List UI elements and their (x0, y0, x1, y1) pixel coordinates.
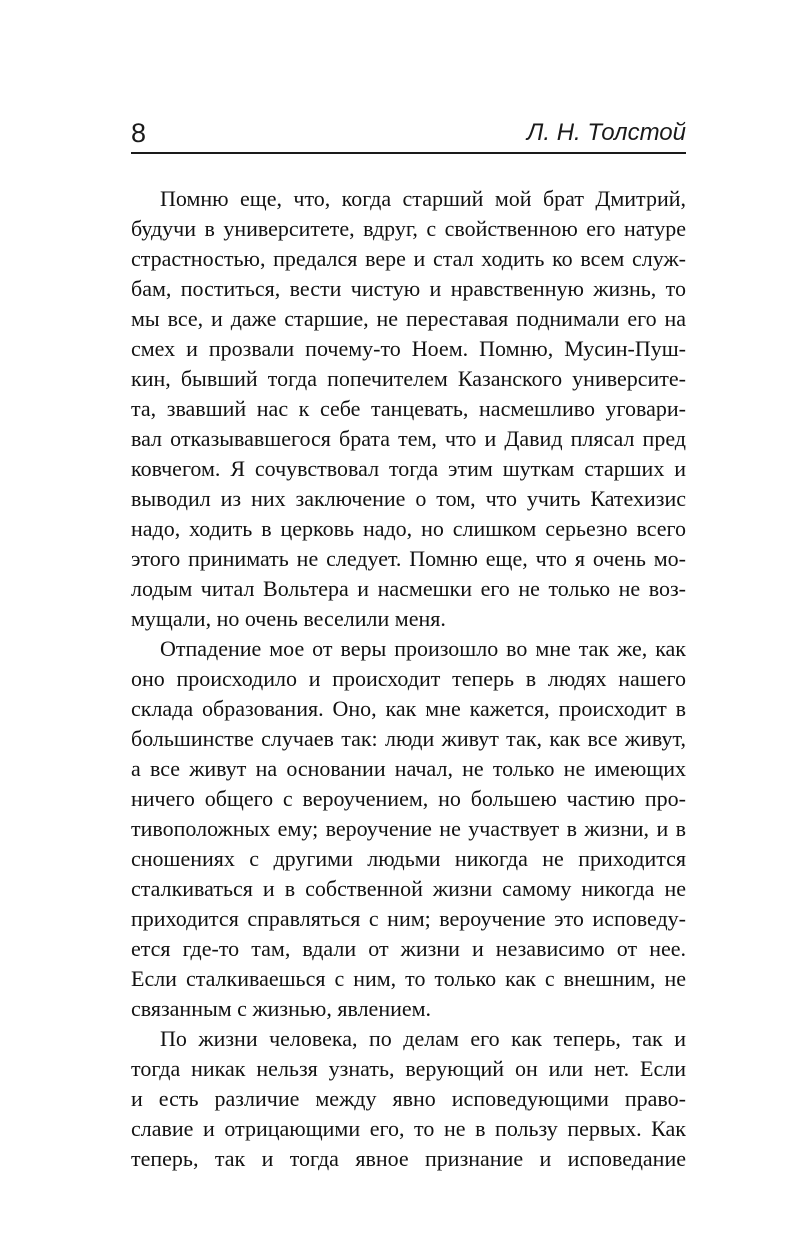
body-text (131, 184, 686, 1174)
running-head-author: Л. Н. Толстой (526, 119, 686, 146)
text-line: мы все, и даже старшие, не переставая поднимали его на (131, 306, 686, 331)
text-line: лодым читал Вольтера и насмешки его не только не воз- (131, 576, 686, 601)
text-line: мущали, но очень веселили меня. (131, 606, 446, 631)
text-line: тивоположных ему; вероучение не участвует в жизни, и в (131, 816, 686, 841)
text-line: кин, бывший тогда попечителем Казанского университе- (131, 366, 686, 391)
text-line: вал отказывавшегося брата тем, что и Давид плясал пред (131, 426, 686, 451)
text-line: большинстве случаев так: люди живут так, как все живут, (131, 726, 686, 751)
text-line: теперь, так и тогда явное признание и исповедание (131, 1146, 686, 1171)
text-line: приходится справляться с ним; вероучение это исповеду- (131, 906, 686, 931)
text-line: ется где-то там, вдали от жизни и независимо от нее. (131, 936, 686, 961)
text-line: будучи в университете, вдруг, с свойственною его натуре (131, 216, 686, 241)
text-line: сталкиваться и в собственной жизни самому никогда не (131, 876, 686, 901)
text-line: По жизни человека, по делам его как теперь, так и (160, 1026, 686, 1051)
text-line: склада образования. Оно, как мне кажется, происходит в (131, 696, 686, 721)
text-line: славие и отрицающими его, то не в пользу первых. Как (131, 1116, 686, 1141)
page-header (131, 114, 686, 154)
text-line: сношениях с другими людьми никогда не приходится (131, 846, 686, 871)
text-line: и есть различие между явно исповедующими право- (131, 1086, 686, 1111)
text-line: оно происходило и происходит теперь в людях нашего (131, 666, 686, 691)
text-line: выводил из них заключение о том, что учить Катехизис (131, 486, 686, 511)
text-line: тогда никак нельзя узнать, верующий он или нет. Если (131, 1056, 686, 1081)
text-line: связанным с жизнью, явлением. (131, 996, 432, 1021)
header-rule (131, 152, 686, 154)
text-line: страстностью, предался вере и стал ходить ко всем служ- (131, 246, 686, 271)
text-line: надо, ходить в церковь надо, но слишком серьезно всего (131, 516, 686, 541)
text-line: Отпадение мое от веры произошло во мне так же, как (160, 636, 686, 661)
text-line: ковчегом. Я сочувствовал тогда этим шуткам старших и (131, 456, 686, 481)
text-line: Помню еще, что, когда старший мой брат Дмитрий, (160, 186, 686, 211)
text-line: ничего общего с вероучением, но большею частию про- (131, 786, 686, 811)
text-line: а все живут на основании начал, не только не имеющих (131, 756, 686, 781)
text-line: смех и прозвали почему-то Ноем. Помню, Мусин-Пуш- (131, 336, 686, 361)
text-line: Если сталкиваешься с ним, то только как с внешним, не (131, 966, 686, 991)
text-line: бам, поститься, вести чистую и нравственную жизнь, то (131, 276, 686, 301)
text-line: этого принимать не следует. Помню еще, что я очень мо- (131, 546, 686, 571)
text-line: та, звавший нас к себе танцевать, насмешливо уговари- (131, 396, 686, 421)
page-number: 8 (131, 118, 147, 148)
